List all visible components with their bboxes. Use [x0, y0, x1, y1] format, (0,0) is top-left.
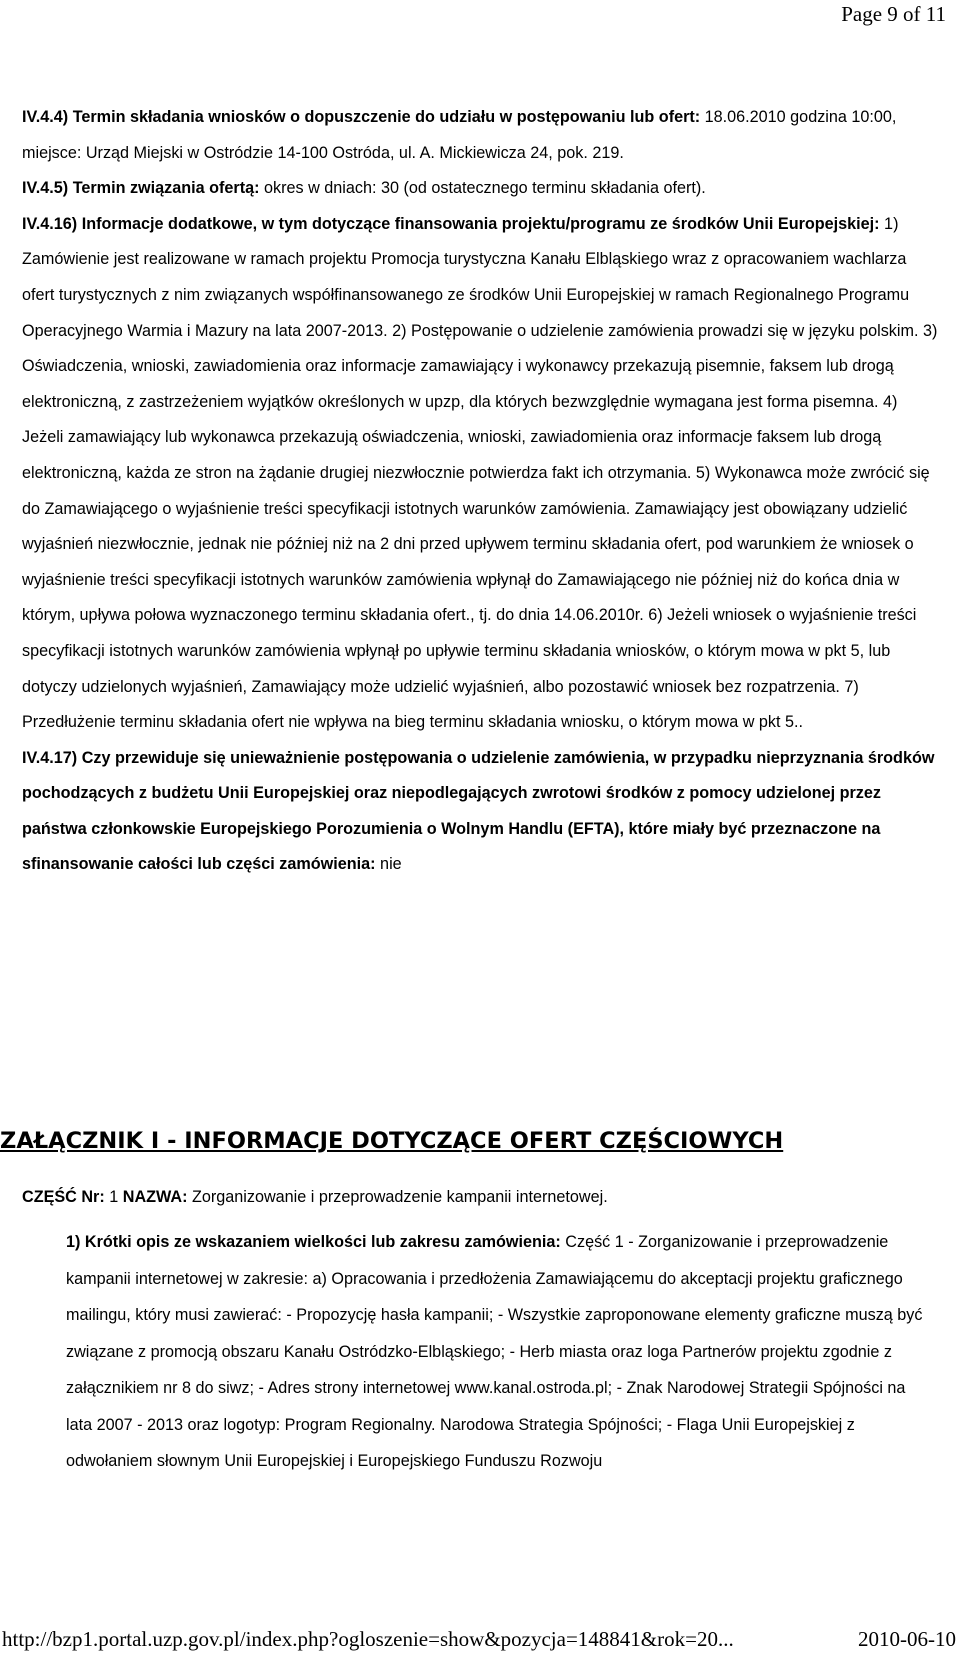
- part-number-label: CZĘŚĆ Nr:: [22, 1188, 105, 1206]
- page-number: Page 9 of 11: [841, 2, 946, 26]
- section-text: okres w dniach: 30 (od ostatecznego terminu składania ofert).: [259, 179, 706, 198]
- section-label: IV.4.17) Czy przewiduje się unieważnienie postępowania o udzielenie zamówienia, w przypadku nieprzyznania środków pochodzących z budżetu Unii Europejskiej oraz niepodlegających zwrotowi środków z pomocy udzielonej przez państwa członkowskie Europejskiego Porozumienia o Wolnym Handlu (EFTA), które miały być przeznaczone na sfinansowanie całości lub części zamówienia:: [22, 748, 935, 874]
- section-iv-4-16: [22, 207, 942, 741]
- section-label: IV.4.5) Termin związania ofertą:: [22, 179, 260, 198]
- section-label: IV.4.16) Informacje dodatkowe, w tym dotyczące finansowania projektu/programu ze środków Unii Europejskiej:: [22, 214, 880, 233]
- description-label: 1) Krótki opis ze wskazaniem wielkości lub zakresu zamówienia:: [66, 1233, 561, 1251]
- section-iv-4-5: [22, 171, 942, 207]
- page-footer: [2, 1627, 956, 1652]
- section-iv-4-4: [22, 100, 942, 171]
- description-text: Część 1 - Zorganizowanie i przeprowadzenie kampanii internetowej w zakresie: a) Opracowania i przedłożenia Zamawiającemu do akceptacji projektu graficznego mailingu, który musi zawierać: - Propozycję hasła kampanii; - Wszystkie zaproponowane elementy graficzne muszą być związane z promocją obszaru Kanału Ostródzko-Elbląskiego; - Herb miasta oraz loga Partnerów projektu zgodnie z załącznikiem nr 8 do siwz; - Adres strony internetowej www.kanal.ostroda.pl; - Znak Narodowej Strategii Spójności na lata 2007 - 2013 oraz logotyp: Program Regionalny. Narodowa Strategia Spójności; - Flaga Unii Europejskiej z odwołaniem słownym Unii Europejskiej i Europejskiego Funduszu Rozwoju: [66, 1233, 923, 1470]
- section-label: IV.4.4) Termin składania wniosków o dopuszczenie do udziału w postępowaniu lub ofert:: [22, 108, 701, 126]
- section-text: 1) Zamówienie jest realizowane w ramach projektu Promocja turystyczna Kanału Elbląskiego wraz z opracowaniem wachlarza ofert turystycznych z nim związanych współfinansowanego ze środków Unii Europejskiej w ramach Regionalnego Programu Operacyjnego Warmia i Mazury na lata 2007-2013. 2) Postępowanie o udzielenie zamówienia prowadzi się w języku polskim. 3) Oświadczenia, wnioski, zawiadomienia oraz informacje zamawiający i wykonawcy przekazują pisemnie, faksem lub drogą elektroniczną, z zastrzeżeniem wyjątków określonych w upzp, dla których bezwzględnie wymagana jest forma pisemna. 4) Jeżeli zamawiający lub wykonawca przekazują oświadczenia, wnioski, zawiadomienia oraz informacje faksem lub drogą elektroniczną, każda ze stron na żądanie drugiej niezwłocznie potwierdza fakt ich otrzymania. 5) Wykonawca może zwrócić się do Zamawiającego o wyjaśnienie treści specyfikacji istotnych warunków zamówienia. Zamawiający jest obowiązany udzielić wyjaśnień niezwłocznie, jednak nie później niż na 2 dni przed upływem terminu składania ofert, pod warunkiem że wniosek o wyjaśnienie treści specyfikacji istotnych warunków zamówienia wpłynął do Zamawiającego nie później niż do końca dnia w którym, upływa połowa wyznaczonego terminu składania ofert., tj. do dnia 14.06.2010r. 6) Jeżeli wniosek o wyjaśnienie treści specyfikacji istotnych warunków zamówienia wpłynął po upływie terminu składania wniosków, o którym mowa w pkt 5, lub dotyczy udzielonych wyjaśnień, Zamawiający może udzielić wyjaśnień, albo pozostawić wniosek bez rozpatrzenia. 7) Przedłużenie terminu składania ofert nie wpływa na bieg terminu składania wniosku, o którym mowa w pkt 5..: [22, 214, 938, 732]
- part-name-value: Zorganizowanie i przeprowadzenie kampanii internetowej.: [187, 1188, 608, 1206]
- section-iv-4-17: [22, 741, 942, 883]
- section-text: 18.06.2010 godzina 10:00, miejsce: Urząd Miejski w Ostródzie 14-100 Ostróda, ul. A. Mickiewicza 24, pok. 219.: [22, 108, 897, 162]
- section-text: nie: [375, 855, 402, 874]
- part-number-value: 1: [104, 1188, 123, 1206]
- part-line: [22, 1188, 608, 1207]
- notice-body: [22, 100, 942, 883]
- part-name-label: NAZWA:: [122, 1188, 188, 1206]
- footer-date: 2010-06-10: [858, 1627, 956, 1651]
- part-description: [66, 1224, 936, 1480]
- annex-title: ZAŁĄCZNIK I - INFORMACJE DOTYCZĄCE OFERT CZĘŚCIOWYCH: [0, 1128, 784, 1154]
- footer-url: http://bzp1.portal.uzp.gov.pl/index.php?ogloszenie=show&pozycja=148841&rok=20...: [2, 1627, 734, 1651]
